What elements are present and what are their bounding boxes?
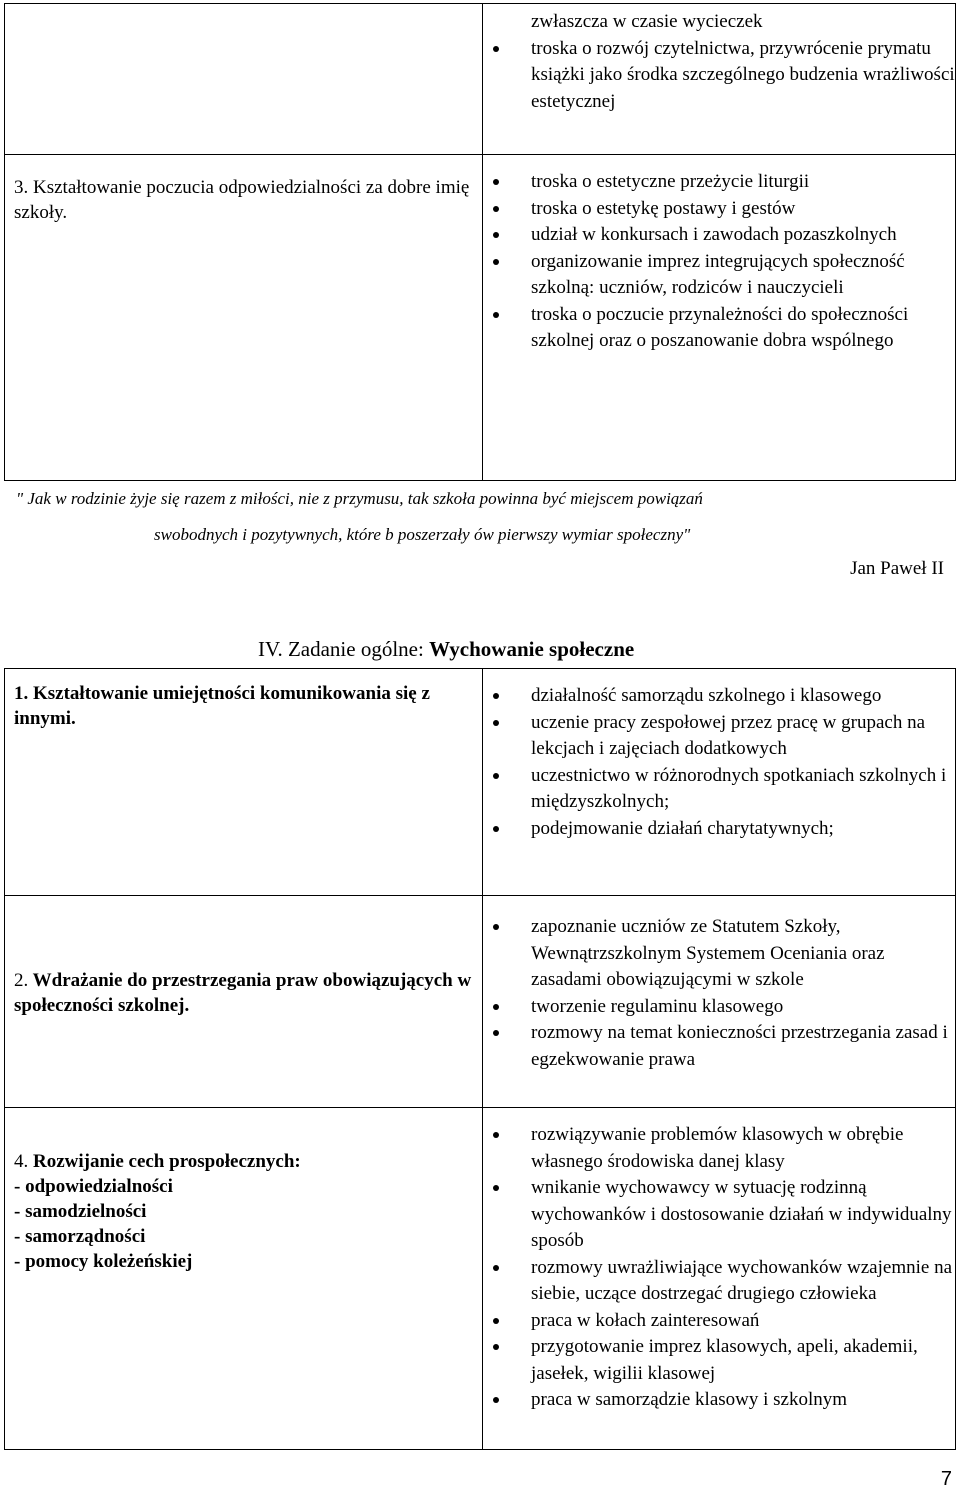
quote-author: Jan Paweł II [850, 558, 944, 579]
goal-title [14, 669, 474, 731]
activities-list [483, 36, 955, 116]
list-item: rozwiązywanie problemów klasowych w obrębie własnego środowiska danej klasy [483, 1122, 955, 1175]
goal-text: Kształtowanie umiejętności komunikowania się z innymi. [14, 683, 430, 729]
list-item: działalność samorządu szkolnego i klasowego [483, 683, 955, 710]
tasks-table-social [4, 668, 956, 1450]
list-item: troska o estetyczne przeżycie liturgii [483, 169, 955, 196]
table-row [5, 155, 956, 481]
list-item: praca w kołach zainteresowań [483, 1308, 955, 1335]
goal-title [14, 1108, 474, 1174]
section-heading [258, 637, 634, 662]
activities-cell [483, 896, 956, 1108]
goal-number: 2. [14, 970, 29, 991]
goal-text: Rozwijanie cech prospołecznych: [33, 1151, 301, 1172]
activities-cell [483, 1108, 956, 1450]
activities-list [483, 169, 955, 355]
trait-item: - samorządności [14, 1226, 146, 1247]
table-row [5, 669, 956, 896]
activities-cell [483, 155, 956, 481]
goal-cell [5, 896, 483, 1108]
activities-list [483, 1122, 955, 1414]
list-item: organizowanie imprez integrujących społeczność szkolną: uczniów, rodziców i nauczycieli [483, 249, 955, 302]
goal-title: 3. Kształtowanie poczucia odpowiedzialności za dobre imię szkoły. [14, 177, 470, 223]
trait-item: - odpowiedzialności [14, 1176, 173, 1197]
table-row [5, 896, 956, 1108]
list-item: podejmowanie działań charytatywnych; [483, 816, 955, 843]
list-item: praca w samorządzie klasowy i szkolnym [483, 1387, 955, 1414]
goal-title [14, 896, 474, 1018]
activities-cell [483, 669, 956, 896]
goal-number: 4. [14, 1151, 29, 1172]
page-number: 7 [940, 1468, 952, 1490]
goal-text: Wdrażanie do przestrzegania praw obowiązujących w społeczności szkolnej. [14, 970, 472, 1016]
activities-list [483, 683, 955, 842]
goal-cell [5, 155, 483, 481]
activities-list [483, 914, 955, 1073]
tasks-table-top [4, 3, 956, 481]
list-item: rozmowy uwrażliwiające wychowanków wzajemnie na siebie, uczące dostrzegać drugiego człowieka [483, 1255, 955, 1308]
list-item: troska o poczucie przynależności do społeczności szkolnej oraz o poszanowanie dobra wspólnego [483, 302, 955, 355]
list-item: rozmowy na temat konieczności przestrzegania zasad i egzekwowanie prawa [483, 1020, 955, 1073]
list-item: troska o rozwój czytelnictwa, przywrócenie prymatu książki jako środka szczególnego budzenia wrażliwości estetycznej [483, 36, 955, 116]
continued-text: zwłaszcza w czasie wycieczek [531, 11, 763, 32]
section-prefix: IV. Zadanie ogólne: [258, 637, 430, 661]
activities-cell [483, 4, 956, 155]
trait-item: - samodzielności [14, 1201, 147, 1222]
table-row [5, 4, 956, 155]
list-item: zapoznanie uczniów ze Statutem Szkoły, Wewnątrzszkolnym Systemem Oceniania oraz zasadami obowiązującymi w szkole [483, 914, 955, 994]
table-row [5, 1108, 956, 1450]
list-item: przygotowanie imprez klasowych, apeli, akademii, jasełek, wigilii klasowej [483, 1334, 955, 1387]
section-title: Wychowanie społeczne [429, 637, 635, 661]
goal-cell [5, 1108, 483, 1450]
list-item: troska o estetykę postawy i gestów [483, 196, 955, 223]
list-item: udział w konkursach i zawodach pozaszkolnych [483, 222, 955, 249]
list-item: tworzenie regulaminu klasowego [483, 994, 955, 1021]
list-item: wnikanie wychowawcy w sytuację rodzinną wychowanków i dostosowanie działań w indywidualny sposób [483, 1175, 955, 1255]
goal-number: 1. [14, 683, 29, 704]
goal-cell [5, 669, 483, 896]
quote-line-2: swobodnych i pozytywnych, które b poszerzały ów pierwszy wymiar społeczny" [154, 525, 691, 544]
trait-item: - pomocy koleżeńskiej [14, 1251, 193, 1272]
empty-cell [5, 4, 483, 155]
list-item: uczenie pracy zespołowej przez pracę w grupach na lekcjach i zajęciach dodatkowych [483, 710, 955, 763]
list-item: uczestnictwo w różnorodnych spotkaniach szkolnych i międzyszkolnych; [483, 763, 955, 816]
quote-line-1: " Jak w rodzinie żyje się razem z miłości, nie z przymusu, tak szkoła powinna być miejscem powiązań [16, 489, 703, 508]
